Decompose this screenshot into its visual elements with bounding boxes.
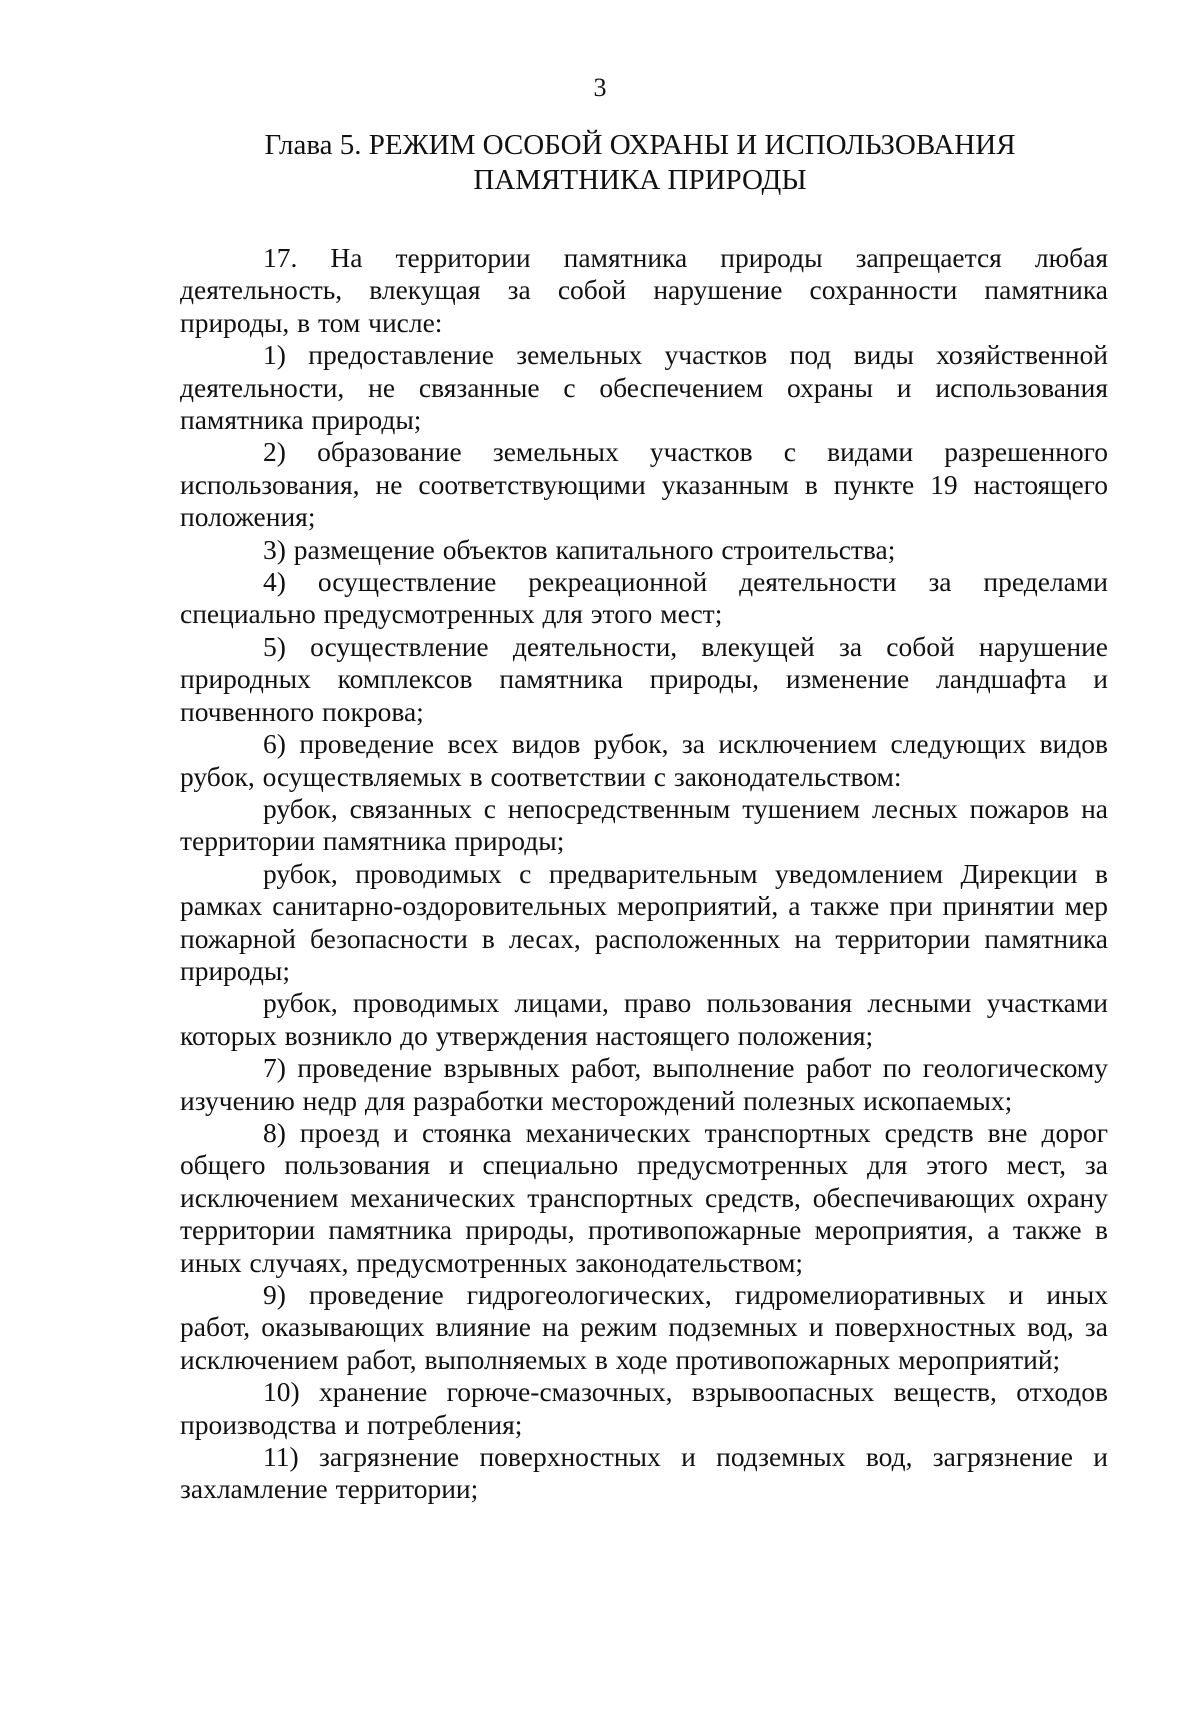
list-item-10: 10) хранение горюче-смазочных, взрывоопасных веществ, отходов производства и потребления;	[180, 1376, 1108, 1440]
list-item-2: 2) образование земельных участков с видами разрешенного использования, не соответствующими указанным в пункте 19 настоящего положения;	[180, 436, 1108, 533]
paragraph-17-intro: 17. На территории памятника природы запрещается любая деятельность, влекущая за собой нарушение сохранности памятника природы, в том числе:	[180, 242, 1108, 338]
page-number: 3	[593, 73, 607, 102]
chapter-title-line-1: Глава 5. РЕЖИМ ОСОБОЙ ОХРАНЫ И ИСПОЛЬЗОВАНИЯ	[264, 129, 1016, 161]
list-item-8: 8) проезд и стоянка механических транспортных средств вне дорог общего пользования и специально предусмотренных для этого мест, за исключением механических транспортных средств, обеспечивающих охрану территории памятника природы, противопожарные мероприятия, а также в иных случаях, предусмотренных законодательством;	[180, 1116, 1108, 1278]
list-item-7: 7) проведение взрывных работ, выполнение работ по геологическому изучению недр для разработки месторождений полезных ископаемых;	[180, 1052, 1108, 1116]
list-item-6-subitem-3: рубок, проводимых лицами, право пользования лесными участками которых возникло до утверждения настоящего положения;	[180, 987, 1108, 1051]
list-item-6: 6) проведение всех видов рубок, за исключением следующих видов рубок, осуществляемых в соответствии с законодательством:	[180, 728, 1108, 792]
list-item-6-subitem-1: рубок, связанных с непосредственным тушением лесных пожаров на территории памятника природы;	[180, 792, 1108, 857]
document-body	[180, 242, 1108, 1506]
list-item-9: 9) проведение гидрогеологических, гидромелиоративных и иных работ, оказывающих влияние на режим подземных и поверхностных вод, за исключением работ, выполняемых в ходе противопожарных мероприятий;	[180, 1279, 1108, 1375]
list-item-1: 1) предоставление земельных участков под виды хозяйственной деятельности, не связанные с обеспечением охраны и использования памятника природы;	[180, 339, 1108, 436]
list-item-11: 11) загрязнение поверхностных и подземных вод, загрязнение и захламление территории;	[180, 1441, 1108, 1505]
list-item-4: 4) осуществление рекреационной деятельности за пределами специально предусмотренных для этого мест;	[180, 566, 1108, 630]
chapter-title-line-2: ПАМЯТНИКА ПРИРОДЫ	[473, 164, 807, 196]
chapter-title	[160, 128, 1120, 198]
list-item-3: 3) размещение объектов капитального строительства;	[263, 533, 896, 565]
list-item-6-subitem-2: рубок, проводимых с предварительным уведомлением Дирекции в рамках санитарно-оздоровительных мероприятий, а также при принятии мер пожарной безопасности в лесах, расположенных на территории памятника природы;	[180, 857, 1108, 986]
list-item-5: 5) осуществление деятельности, влекущей за собой нарушение природных комплексов памятника природы, изменение ландшафта и почвенного покрова;	[180, 630, 1108, 727]
